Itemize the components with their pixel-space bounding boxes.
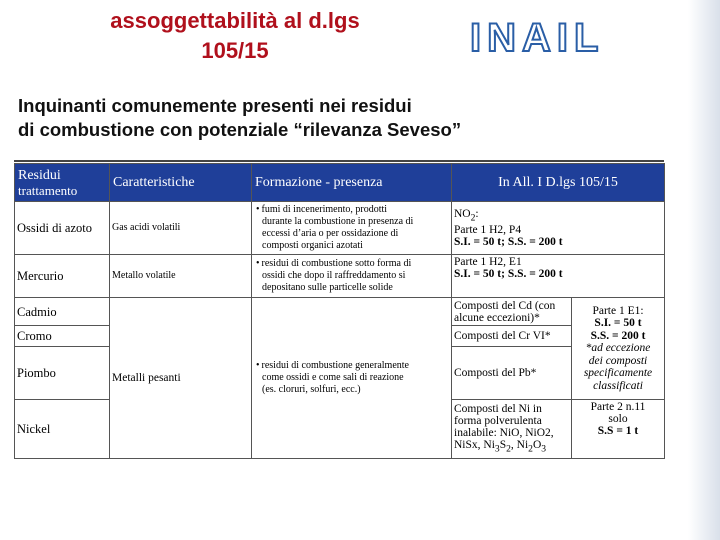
nickel-f-s1: 3 (494, 443, 500, 455)
cadmio-all-1: Composti del Cd (con (454, 299, 556, 312)
group-b-line2: solo (608, 413, 628, 425)
slide-edge-gradient (688, 0, 720, 540)
nickel-f-c: , Ni (510, 438, 529, 451)
ossidi-all-no: NO (454, 207, 471, 220)
group-a-line2: S.I. = 50 t (594, 317, 642, 330)
nickel-f-s3: 2 (528, 443, 533, 455)
nickel-all-3: inalabile: NiO, NiO2, (454, 426, 554, 439)
metalli-form-2: come ossidi e come sali di reazione (262, 372, 404, 383)
nickel-all-2: forma polverulenta (454, 414, 542, 427)
ossidi-all-formula (454, 208, 662, 224)
nickel-f-a: NiSx, Ni (454, 438, 495, 451)
nickel-f-b: S (499, 438, 507, 451)
cell-ossidi-formazione (252, 202, 452, 255)
cell-cadmio-name: Cadmio (15, 298, 110, 326)
ossidi-all-soglie: S.I. = 50 t; S.S. = 200 t (454, 236, 563, 249)
ossidi-form-4: composti organici azotati (262, 240, 363, 251)
ossidi-all-colon: : (475, 207, 479, 220)
cell-metalli-char: Metalli pesanti (110, 298, 252, 459)
header-formazione: Formazione - presenza (252, 164, 452, 202)
logo-text: INAIL (470, 16, 605, 60)
inail-logo (470, 16, 650, 60)
cell-mercurio-name: Mercurio (15, 255, 110, 298)
cell-ossidi-name: Ossidi di azoto (15, 202, 110, 255)
cell-cadmio-all (452, 298, 572, 326)
ossidi-all-sub: 2 (470, 212, 476, 224)
header-all: In All. I D.lgs 105/15 (452, 164, 665, 202)
subtitle-line-2: di combustione con potenziale “rilevanza Seveso” (18, 119, 462, 140)
header-residui-line1: Residui (18, 167, 61, 183)
cell-mercurio-formazione (252, 255, 452, 298)
pollutants-table (14, 163, 665, 459)
cell-piombo-name: Piombo (15, 347, 110, 400)
mercurio-form-3: depositano sulle particelle solide (262, 282, 393, 293)
group-a-line3: S.S. = 200 t (590, 329, 646, 342)
title-line-1: assoggettabilità al d.lgs (110, 8, 360, 33)
mercurio-form-1: • residui di combustione sotto forma di (254, 258, 449, 270)
group-b-line3: S.S = 1 t (597, 425, 639, 437)
header-residui-line2: trattamento (18, 182, 78, 198)
cell-cromo-all: Composti del Cr VI* (452, 326, 572, 347)
cell-ossidi-char: Gas acidi volatili (110, 202, 252, 255)
metalli-form-1: • residui di combustione generalmente (254, 360, 449, 372)
group-a-line6: specificamente (583, 367, 653, 380)
header-residui (15, 164, 110, 202)
cell-piombo-all: Composti del Pb* (452, 347, 572, 400)
ossidi-form-1: • fumi di incenerimento, prodotti (254, 204, 449, 216)
mercurio-all-soglie: S.I. = 50 t; S.S. = 200 t (454, 268, 563, 280)
nickel-all-4 (454, 439, 569, 455)
cadmio-all-2: alcune eccezioni)* (454, 311, 540, 324)
group-a-line4: *ad eccezione (585, 342, 651, 355)
cell-group-a (572, 298, 665, 400)
group-a-line7: classificati (593, 379, 643, 392)
metalli-form-3: (es. cloruri, solfuri, ecc.) (262, 384, 361, 395)
subtitle-line-1: Inquinanti comunemente presenti nei residui (18, 95, 412, 116)
mercurio-form-2: ossidi che dopo il raffreddamento si (262, 270, 406, 281)
group-a-line5: dei composti (588, 354, 648, 367)
slide-title (40, 6, 430, 66)
header-caratteristiche: Caratteristiche (110, 164, 252, 202)
group-a-line1: Parte 1 E1: (592, 304, 644, 317)
cell-nickel-name: Nickel (15, 400, 110, 459)
subtitle (18, 94, 668, 142)
ossidi-all-parte: Parte 1 H2, P4 (454, 224, 522, 237)
cell-metalli-formazione (252, 298, 452, 459)
cell-cromo-name: Cromo (15, 326, 110, 347)
nickel-f-s4: 3 (541, 443, 547, 455)
table-header-row (15, 164, 665, 202)
table-top-rule (14, 160, 664, 162)
nickel-f-s2: 2 (506, 443, 511, 455)
nickel-f-d: O (532, 438, 542, 451)
nickel-all-1: Composti del Ni in (454, 402, 542, 415)
mercurio-all-parte: Parte 1 H2, E1 (454, 256, 522, 268)
table-row-mercurio (15, 255, 665, 298)
table-row-ossidi (15, 202, 665, 255)
title-line-2: 105/15 (201, 38, 269, 63)
group-b-line1: Parte 2 n.11 (590, 401, 646, 413)
ossidi-form-2: durante la combustione in presenza di (262, 216, 414, 227)
table-row-cadmio (15, 298, 665, 326)
cell-ossidi-all (452, 202, 665, 255)
cell-mercurio-char: Metallo volatile (110, 255, 252, 298)
cell-group-b (572, 400, 665, 459)
cell-mercurio-all (452, 255, 665, 298)
ossidi-form-3: eccessi d’aria o per ossidazione di (262, 228, 399, 239)
cell-nickel-all (452, 400, 572, 459)
